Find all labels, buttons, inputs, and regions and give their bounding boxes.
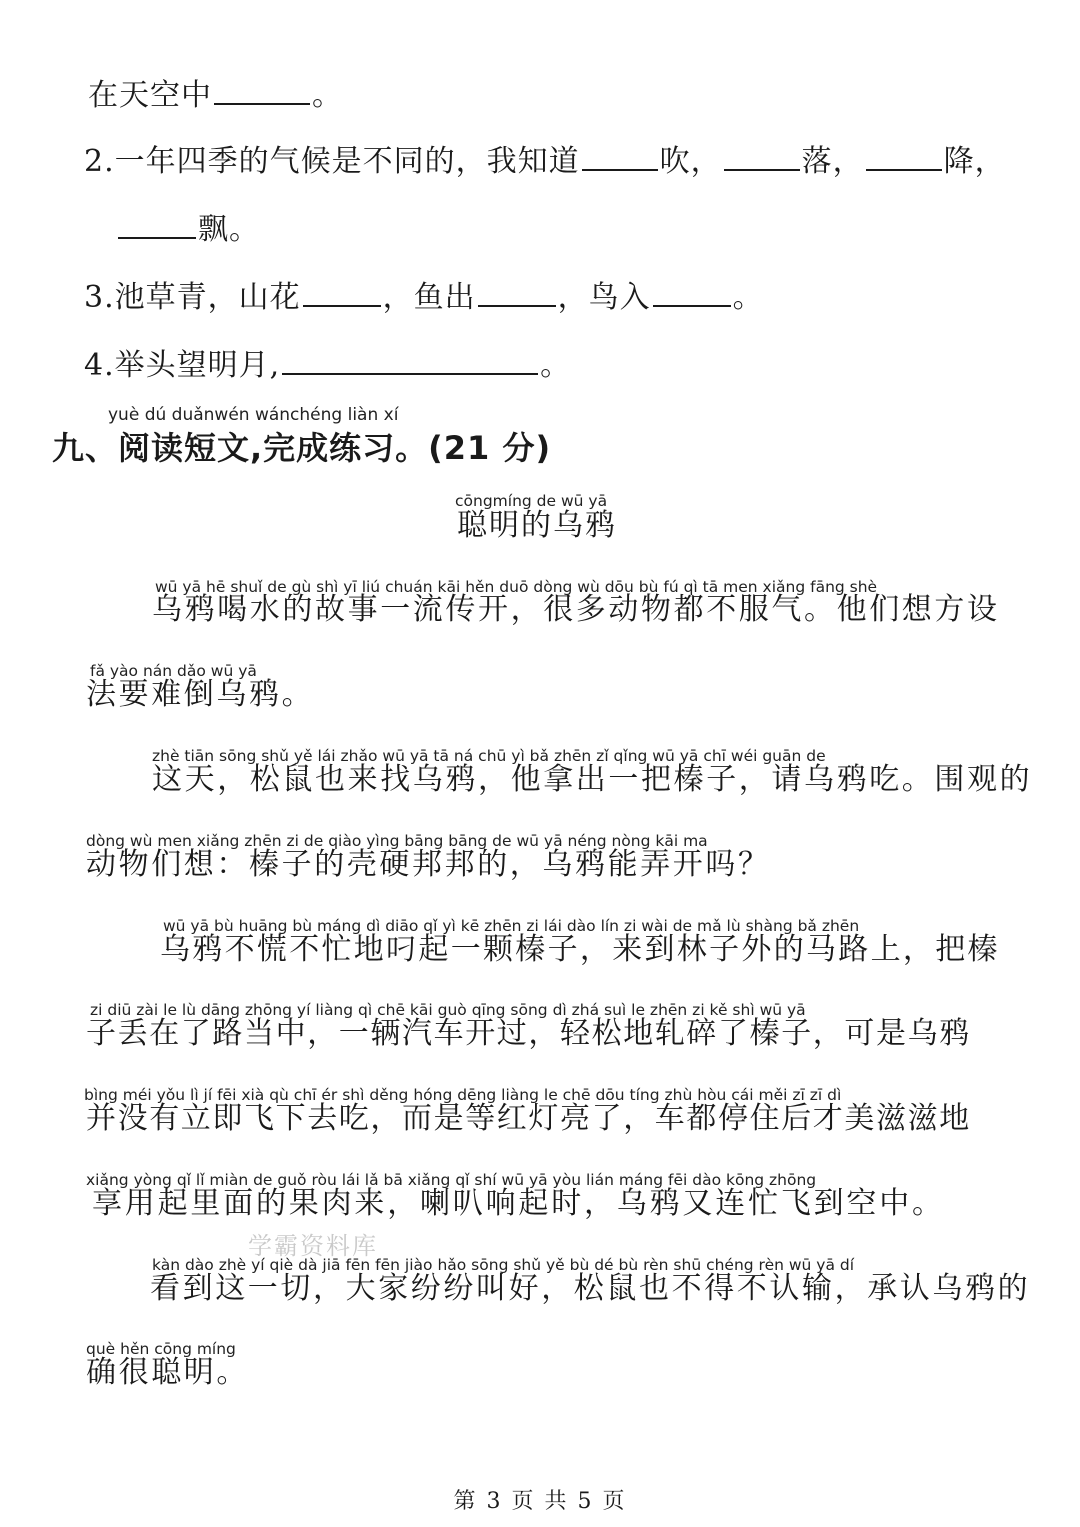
story-text-line: 看到这一切，大家纷纷叫好，松鼠也不得不认输，承认乌鸦的	[150, 1271, 1031, 1306]
blank[interactable]	[282, 349, 538, 375]
story-pinyin-line: bìng méi yǒu lì jí fēi xià qù chī ér shì děng hóng dēng liàng le chē dōu tíng zhù hòu cái měi zī zī dì	[84, 1086, 842, 1104]
story-pinyin-line: kàn dào zhè yí qiè dà jiā fēn fēn jiào hǎo sōng shǔ yě bù dé bù rèn shū chéng rèn wū yā dí	[152, 1256, 855, 1274]
blank[interactable]	[866, 145, 942, 171]
question-3	[84, 280, 764, 316]
q2-text-a: 2.一年四季的气候是不同的，我知道	[84, 144, 580, 179]
line1-text: 在天空中	[88, 78, 212, 113]
q2-text-b: 吹，	[659, 144, 722, 179]
q3-text-b: ，鱼出	[382, 280, 476, 315]
question-4	[84, 348, 571, 384]
blank[interactable]	[118, 213, 196, 239]
q2-text-d: 降，	[943, 144, 1006, 179]
question-2	[84, 144, 1006, 180]
q4-text-b: 。	[540, 348, 572, 383]
story-text-line: 法要难倒乌鸦。	[86, 677, 315, 712]
story-pinyin-line: fǎ yào nán dǎo wū yā	[90, 662, 257, 680]
story-pinyin-line: zhè tiān sōng shǔ yě lái zhǎo wū yā tā ná chū yì bǎ zhēn zǐ qǐng wū yā chī wéi guān de	[152, 747, 826, 765]
story-text-line: 享用起里面的果肉来，喇叭响起时，乌鸦又连忙飞到空中。	[92, 1186, 945, 1221]
question-2-cont	[116, 212, 260, 248]
blank[interactable]	[214, 79, 310, 105]
story-text-line: 确很聪明。	[86, 1355, 249, 1390]
blank[interactable]	[653, 281, 731, 307]
page-footer: 第 3 页 共 5 页	[453, 1489, 627, 1514]
section-heading: 九、阅读短文,完成练习。(21 分)	[52, 429, 552, 467]
blank[interactable]	[478, 281, 556, 307]
story-pinyin-line: wū yā bù huāng bù máng dì diāo qǐ yì kē zhēn zi lái dào lín zi wài de mǎ lù shàng bǎ zhēn	[163, 917, 860, 935]
watermark: 学霸资料库	[248, 1232, 378, 1260]
story-pinyin-line: xiǎng yòng qǐ lǐ miàn de guǒ ròu lái lǎ bā xiǎng qǐ shí wū yā yòu lián máng fēi dào kōng zhōng	[86, 1171, 817, 1189]
story-title-pinyin: cōngmíng de wū yā	[455, 492, 608, 510]
story-text-line: 乌鸦不慌不忙地叼起一颗榛子，来到林子外的马路上，把榛	[160, 932, 1000, 967]
blank[interactable]	[724, 145, 800, 171]
q2-text-e: 飘。	[198, 212, 260, 247]
q3-text-a: 3.池草青，山花	[84, 280, 301, 315]
story-pinyin-line: dòng wù men xiǎng zhēn zi de qiào yìng bāng bāng de wū yā néng nòng kāi ma	[86, 832, 708, 850]
q3-text-c: ，鸟入	[557, 280, 651, 315]
story-pinyin-line: wū yā hē shuǐ de gù shì yī liú chuán kāi hěn duō dòng wù dōu bù fú qì tā men xiǎng fāng shè	[155, 578, 878, 596]
section-pinyin: yuè dú duǎnwén wánchéng liàn xí	[108, 405, 399, 425]
story-text-line: 乌鸦喝水的故事一流传开，很多动物都不服气。他们想方设	[152, 592, 1000, 627]
story-pinyin-line: zi diū zài le lù dāng zhōng yí liàng qì chē kāi guò qīng sōng dì zhá suì le zhēn zi kě shì wū yā	[90, 1001, 806, 1019]
story-text-line: 这天，松鼠也来找乌鸦，他拿出一把榛子，请乌鸦吃。围观的	[152, 762, 1033, 797]
story-text-line: 动物们想：榛子的壳硬邦邦的，乌鸦能弄开吗？	[86, 847, 771, 882]
story-text-line: 并没有立即飞下去吃，而是等红灯亮了，车都停住后才美滋滋地	[86, 1101, 971, 1136]
blank[interactable]	[582, 145, 658, 171]
line1-end: 。	[312, 78, 343, 113]
story-pinyin-line: què hěn cōng míng	[86, 1340, 236, 1358]
blank[interactable]	[303, 281, 381, 307]
q4-text-a: 4.举头望明月,	[84, 348, 281, 383]
q2-text-c: 落，	[801, 144, 864, 179]
answer-line-1	[88, 78, 343, 114]
story-title: 聪明的乌鸦	[457, 508, 617, 543]
q3-text-d: 。	[732, 280, 764, 315]
story-text-line: 子丢在了路当中，一辆汽车开过，轻松地轧碎了榛子，可是乌鸦	[86, 1016, 971, 1051]
